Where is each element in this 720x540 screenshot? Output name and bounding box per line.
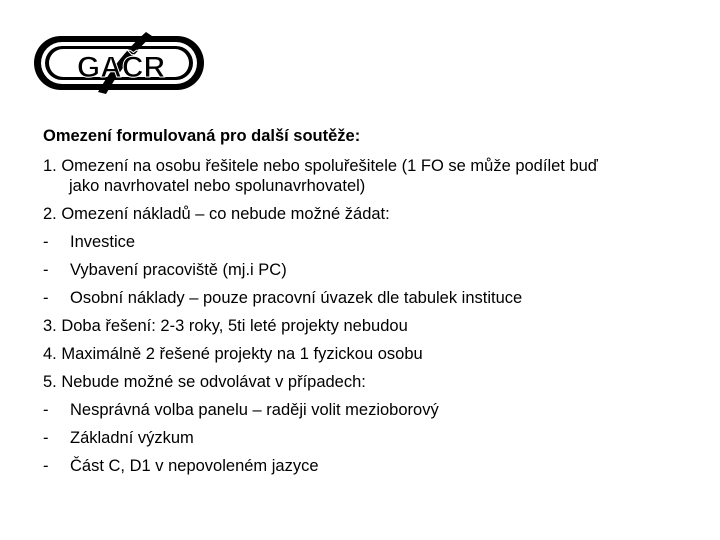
bullet-item-text: Základní výzkum — [70, 429, 194, 447]
bullet-dash: - — [43, 401, 49, 419]
numbered-item-text: 1. Omezení na osobu řešitele nebo spoluřešitele (1 FO se může podílet buď — [43, 157, 598, 175]
restrictions-list — [43, 156, 703, 476]
numbered-item-text: 3. Doba řešení: 2-3 roky, 5ti leté projekty nebudou — [43, 317, 408, 335]
bullet-dash: - — [43, 289, 49, 307]
logo-text: GAČR — [76, 51, 166, 84]
bullet-item — [43, 232, 703, 252]
bullet-item — [43, 456, 703, 476]
gacr-logo-graphic — [28, 26, 214, 100]
bullet-item — [43, 288, 703, 308]
bullet-item — [43, 428, 703, 448]
bullet-dash: - — [43, 457, 49, 475]
bullet-item-text: Část C, D1 v nepovoleném jazyce — [70, 457, 319, 475]
bullet-item-text: Investice — [70, 233, 136, 251]
numbered-item-continuation: jako navrhovatel nebo spolunavrhovatel) — [69, 177, 366, 195]
numbered-item — [43, 372, 703, 392]
main-content — [43, 126, 703, 484]
numbered-item-text: 5. Nebude možné se odvolávat v případech: — [43, 373, 366, 391]
numbered-item — [43, 156, 703, 196]
bullet-dash: - — [43, 261, 49, 279]
bullet-item-text: Osobní náklady – pouze pracovní úvazek dle tabulek instituce — [70, 289, 523, 307]
bullet-dash: - — [43, 233, 49, 251]
numbered-item-text: 4. Maximálně 2 řešené projekty na 1 fyzickou osobu — [43, 345, 423, 363]
bullet-item — [43, 260, 703, 280]
numbered-item — [43, 344, 703, 364]
gacr-logo — [28, 26, 214, 100]
section-heading: Omezení formulovaná pro další soutěže: — [43, 127, 361, 145]
numbered-item — [43, 316, 703, 336]
numbered-item-text: 2. Omezení nákladů – co nebude možné žádat: — [43, 205, 390, 223]
bullet-item — [43, 400, 703, 420]
bullet-item-text: Nesprávná volba panelu – raději volit mezioborový — [70, 401, 439, 419]
bullet-dash: - — [43, 429, 49, 447]
bullet-item-text: Vybavení pracoviště (mj.i PC) — [70, 261, 287, 279]
numbered-item — [43, 204, 703, 224]
